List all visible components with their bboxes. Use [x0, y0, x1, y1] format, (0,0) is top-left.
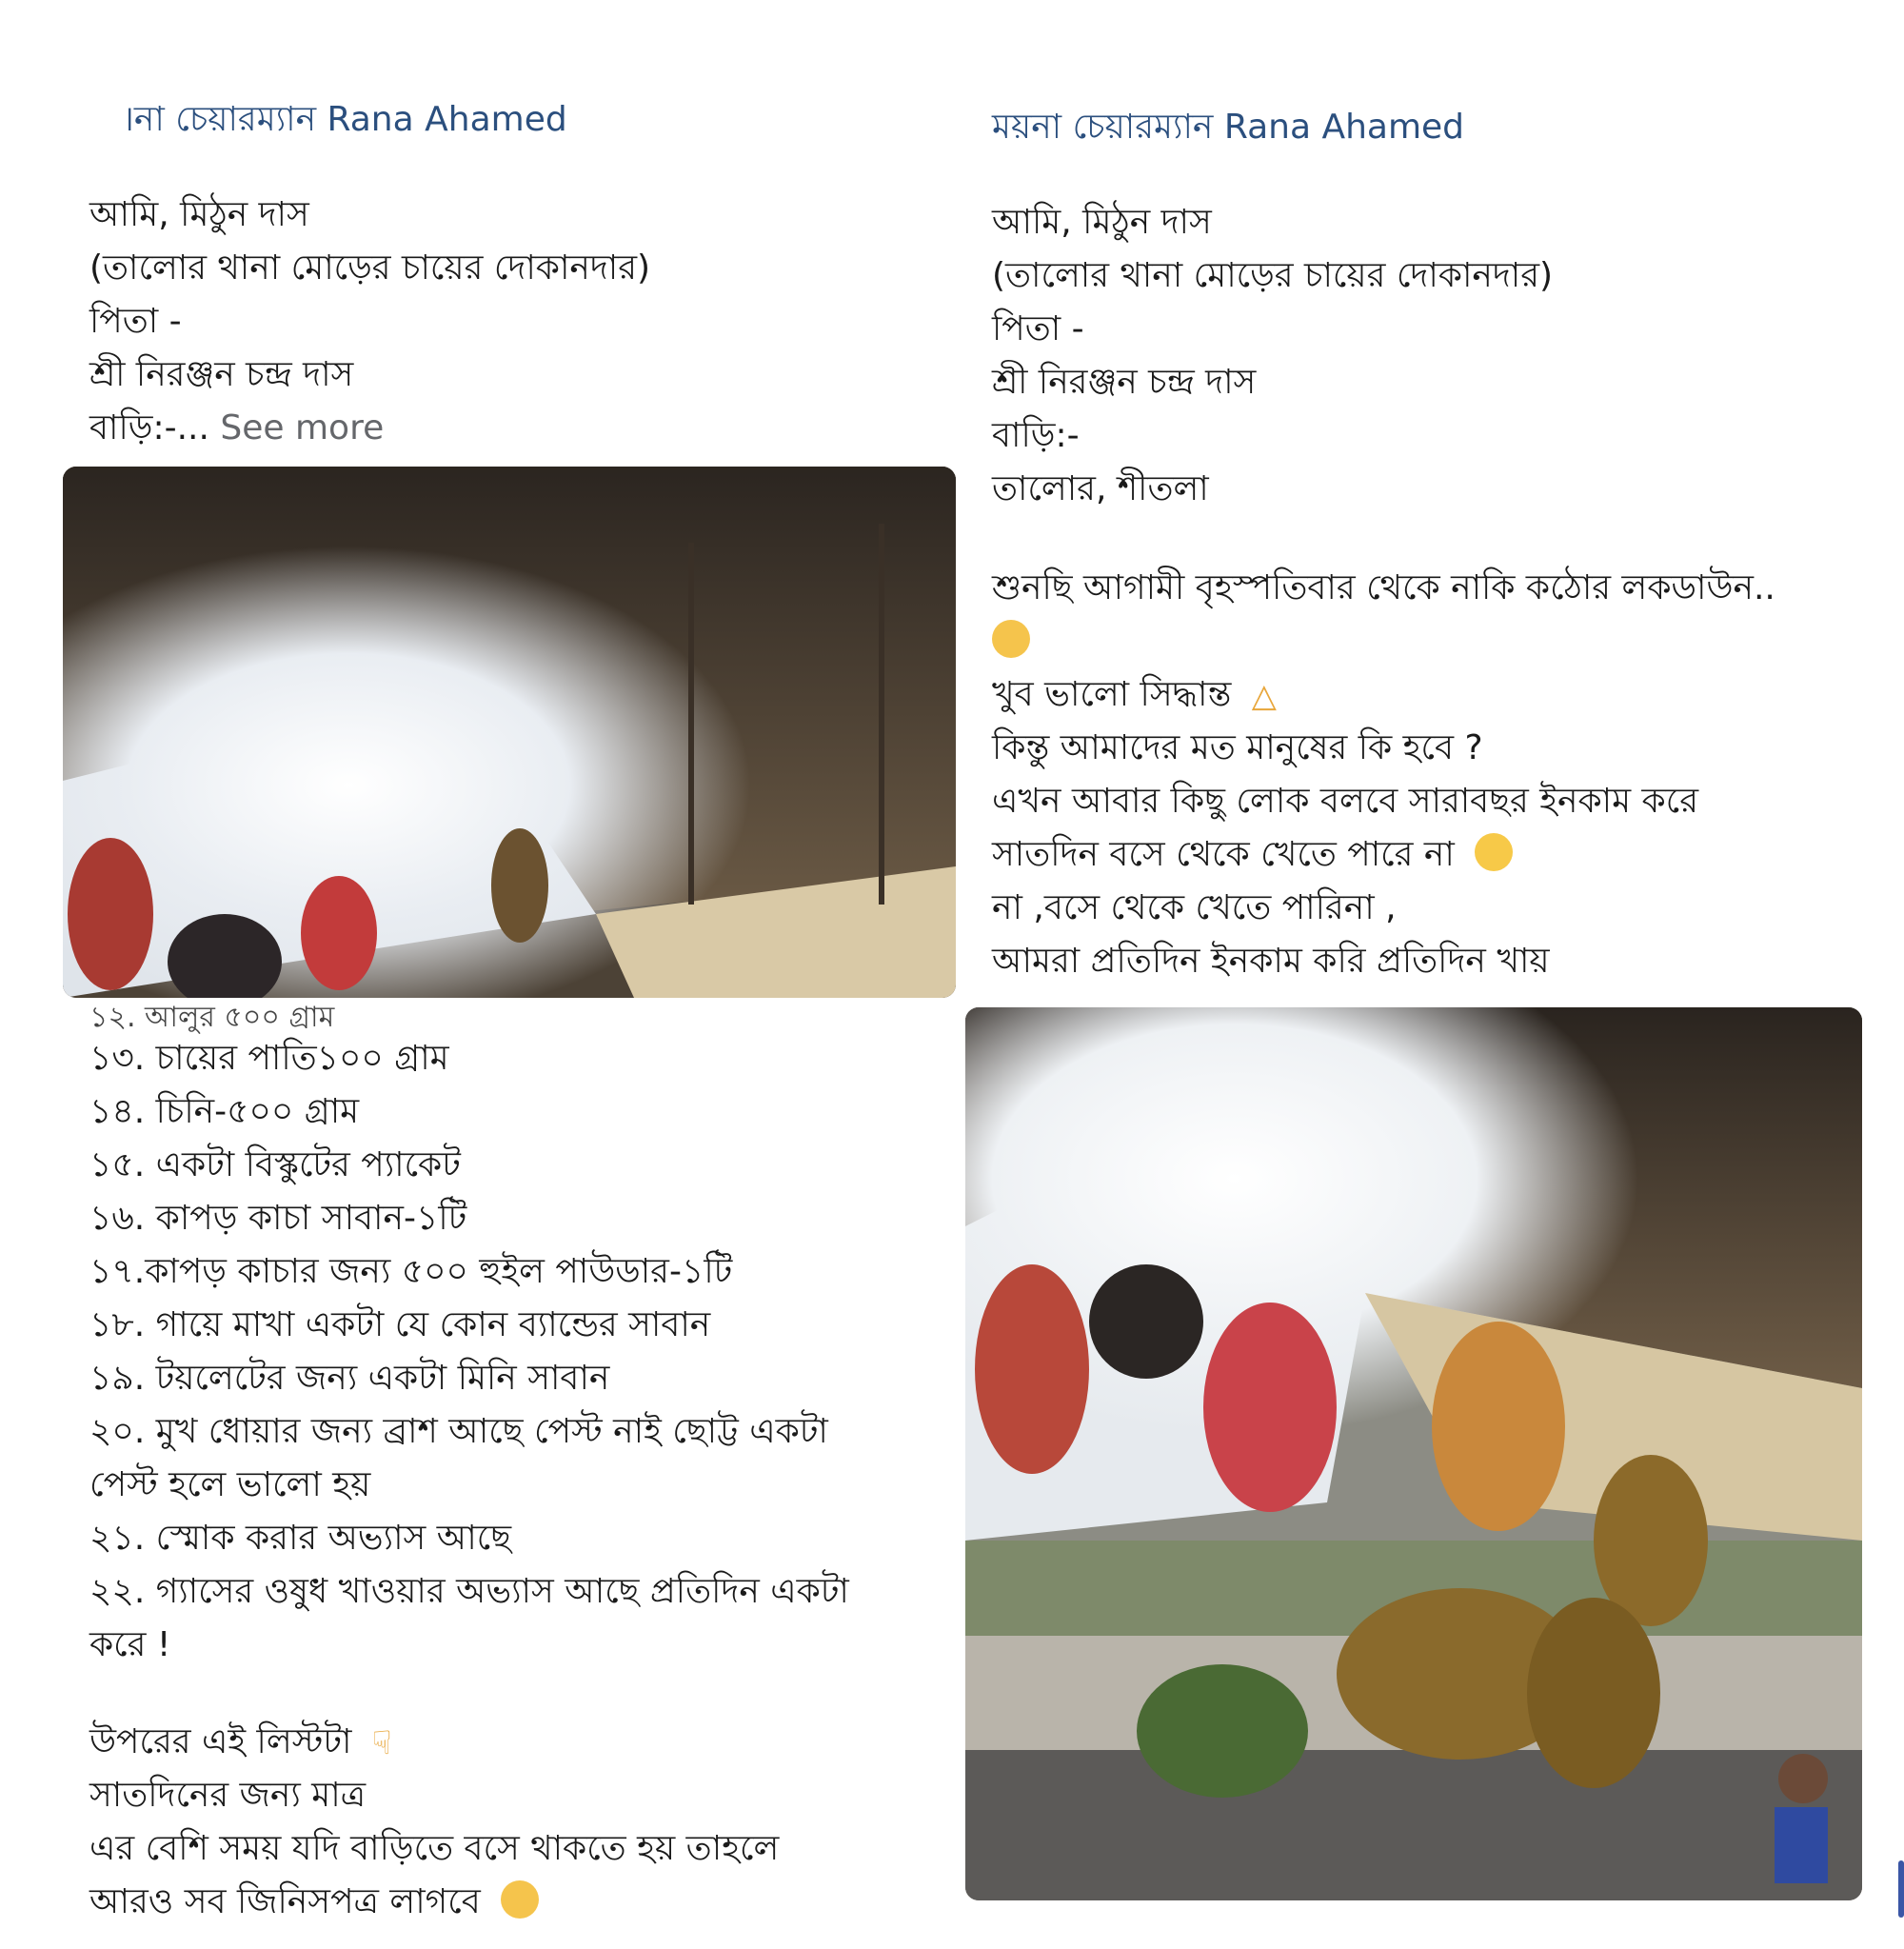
address-line — [89, 402, 650, 455]
list-item: পেস্ট হলে ভালো হয় — [89, 1465, 371, 1504]
body-line: কিন্তু আমাদের মত মানুষের কি হবে ? — [992, 728, 1483, 767]
list-item: ২১. স্মোক করার অভ্যাস আছে — [89, 1519, 512, 1558]
smiling-face-emoji-icon — [1475, 833, 1513, 871]
left-post-photo[interactable] — [63, 467, 956, 998]
right-post-photo[interactable] — [965, 1007, 1862, 1900]
intro-line: শ্রী নিরঞ্জন চন্দ্র দাস — [89, 355, 354, 394]
scroll-indicator — [1898, 1860, 1904, 1918]
right-post-header-lines — [992, 196, 1553, 516]
body-text: সাতদিন বসে থেকে খেতে পারে না — [992, 835, 1455, 874]
right-post-author[interactable]: ময়না চেয়ারম্যান Rana Ahamed — [992, 108, 1465, 147]
tea-stall-photo-image — [63, 467, 956, 998]
intro-line: তালোর, শীতলা — [992, 469, 1209, 508]
body-line: শুনছি আগামী বৃহস্পতিবার থেকে নাকি কঠোর লকডাউন.. — [992, 568, 1775, 607]
body-line — [992, 828, 1775, 882]
left-post-author[interactable]: ।না চেয়ারম্যান Rana Ahamed — [122, 100, 567, 139]
list-item: ১৭.কাপড় কাচার জন্য ৫০০ হুইল পাউডার-১টি — [89, 1252, 733, 1291]
intro-line: আমি, মিঠুন দাস — [89, 195, 309, 234]
sad-face-emoji-icon — [501, 1880, 539, 1919]
intro-line: (তালোর থানা মোড়ের চায়ের দোকানদার) — [89, 249, 651, 288]
pointing-hand-emoji-icon: ☟ — [371, 1724, 392, 1762]
body-text: খুব ভালো সিদ্ধান্ত — [992, 675, 1232, 714]
list-item: ২০. মুখ ধোয়ার জন্য ব্রাশ আছে পেস্ট নাই ছোট্ট একটা — [89, 1412, 828, 1451]
list-item: ২২. গ্যাসের ওষুধ খাওয়ার অভ্যাস আছে প্রতিদিন একটা — [89, 1572, 849, 1611]
right-post-body — [992, 562, 1775, 988]
list-item: ১৫. একটা বিস্কুটের প্যাকেট — [89, 1145, 461, 1184]
intro-line: শ্রী নিরঞ্জন চন্দ্র দাস — [992, 363, 1257, 402]
list-item: করে ! — [89, 1625, 171, 1664]
folded-hands-emoji-icon: △ — [1251, 677, 1277, 715]
closing-line — [89, 1716, 849, 1769]
body-line — [992, 668, 1775, 722]
closing-text: আরও সব জিনিসপত্র লাগবে — [89, 1882, 481, 1921]
see-more-link[interactable]: See more — [220, 408, 385, 447]
body-line: আমরা প্রতিদিন ইনকাম করি প্রতিদিন খায় — [992, 942, 1550, 981]
left-post-intro — [89, 189, 650, 455]
body-line: না ,বসে থেকে খেতে পারিনা , — [992, 888, 1397, 927]
intro-line: বাড়ি:- — [992, 416, 1080, 455]
intro-line: আমি, মিঠুন দাস — [992, 203, 1212, 242]
sad-face-emoji-icon — [992, 620, 1030, 658]
body-line: এখন আবার কিছু লোক বলবে সারাবছর ইনকাম করে — [992, 782, 1699, 821]
list-item: ১৯. টয়লেটের জন্য একটা মিনি সাবান — [89, 1359, 610, 1398]
closing-line — [89, 1876, 849, 1929]
left-post-list — [89, 1032, 849, 1929]
list-item: ১৮. গায়ে মাখা একটা যে কোন ব্যান্ডের সাবান — [89, 1305, 711, 1344]
address-label: বাড়ি:-... — [89, 408, 209, 447]
closing-line: সাতদিনের জন্য মাত্র — [89, 1776, 367, 1815]
blank-line — [89, 1672, 849, 1716]
list-item: ১৪. চিনি-৫০০ গ্রাম — [89, 1092, 360, 1131]
list-item: ১৬. কাপড় কাচা সাবান-১টি — [89, 1199, 467, 1238]
closing-line: এর বেশি সময় যদি বাড়িতে বসে থাকতে হয় তাহলে — [89, 1829, 780, 1868]
tea-stall-photo-image — [965, 1007, 1862, 1900]
intro-line: (তালোর থানা মোড়ের চায়ের দোকানদার) — [992, 256, 1554, 295]
cut-off-list-line: ১২. আলুর ৫০০ গ্রাম — [89, 1001, 335, 1034]
body-line — [992, 615, 1775, 668]
closing-text: উপরের এই লিস্টটা — [89, 1722, 352, 1761]
intro-line: পিতা - — [992, 309, 1084, 348]
intro-line: পিতা - — [89, 302, 182, 341]
list-item: ১৩. চায়ের পাতি১০০ গ্রাম — [89, 1039, 449, 1078]
